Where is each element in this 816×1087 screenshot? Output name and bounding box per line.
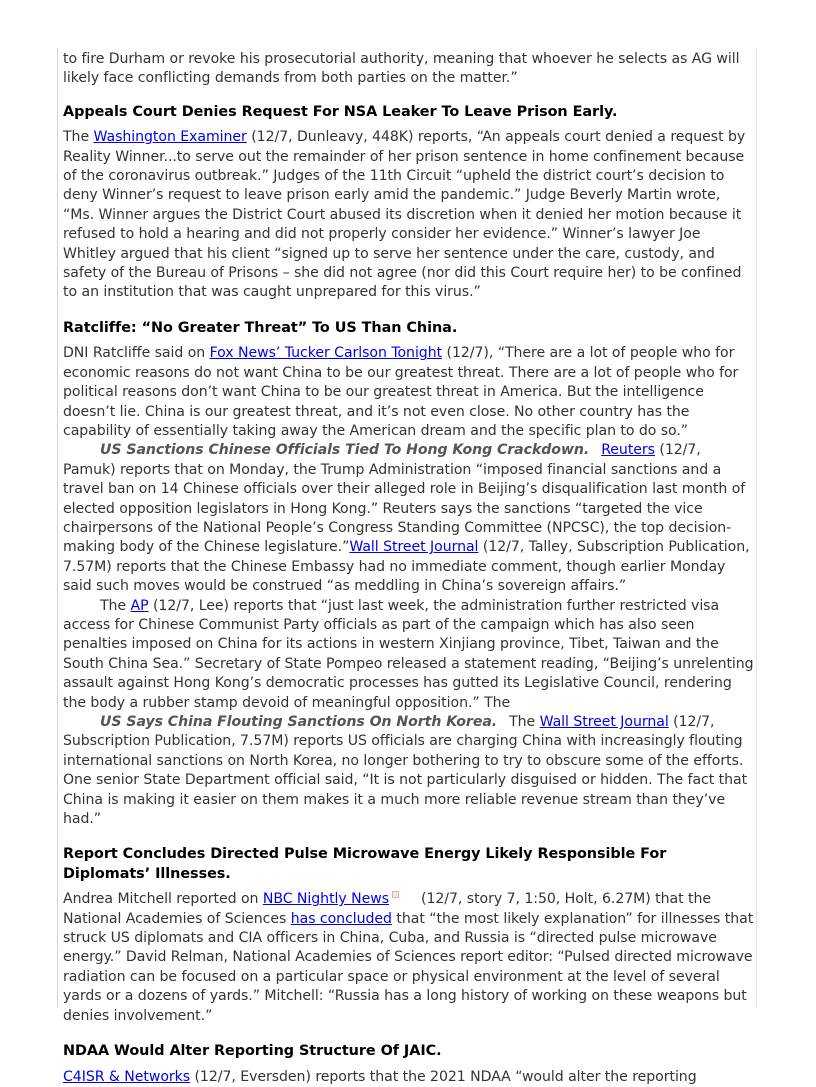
- link-ap[interactable]: AP: [130, 597, 149, 614]
- paragraph-text: (12/7, Eversden) reports that the 2021 NDAA “would alter the reporting: [190, 1068, 697, 1085]
- paragraph-text: (12/7, Lee) reports that “just last week, the administration further restricted visa access for Chinese Communist Party officials as part of the campaign which has also seen penalties imposed on China for its actions in western Xinjiang province, Tibet, Taiwan and the South China Sea.” Secretary of State Pompeo released a statement reading, “Beijing’s unrelenting assault against Hong Kong’s democratic processes has gutted its Legislative Council, rendering the body a rubber stamp devoid of meaningful opposition.” The: [63, 597, 754, 711]
- paragraph-text: (12/7, Subscription Publication, 7.57M) reports US officials are charging China with increasingly flouting international sanctions on North Korea, no longer bothering to try to obscure some of the efforts. One senior State Department official said, “It is not particularly disguised or hidden. The fact that China is making it easier on them makes it a much more reliable revenue stream than they’ve had.”: [63, 714, 748, 828]
- paragraph-text: (12/7, story 7, 1:50, Holt, 6.27M) that the National Academies of Sciences: [63, 891, 711, 927]
- article-paragraph: [63, 597, 755, 713]
- subheadline-hong-kong-sanctions: US Sanctions Chinese Officials Tied To Hong Kong Crackdown.: [100, 442, 590, 459]
- article-paragraph: [63, 890, 755, 1026]
- article-paragraph: [63, 344, 755, 441]
- paragraph-text: The: [509, 714, 540, 730]
- link-wall-street-journal[interactable]: Wall Street Journal: [539, 714, 669, 730]
- paragraph-text: DNI Ratcliffe said on: [63, 345, 210, 362]
- article-paragraph: [63, 1068, 755, 1087]
- link-washington-examiner[interactable]: Washington Examiner: [93, 129, 247, 146]
- news-document: [63, 50, 755, 1087]
- continuation-paragraph: to fire Durham or revoke his prosecutorial authority, meaning that whoever he selects as AG will likely face conflicting demands from both parties on the matter.”: [63, 51, 740, 87]
- headline-ratcliffe-china: Ratcliffe: “No Greater Threat” To US Than China.: [63, 319, 458, 336]
- link-has-concluded[interactable]: has concluded: [290, 910, 392, 927]
- headline-nsa-leaker: Appeals Court Denies Request For NSA Leaker To Leave Prison Early.: [63, 103, 618, 120]
- video-clip-icon[interactable]: [392, 891, 399, 898]
- headline-ndaa-jaic: NDAA Would Alter Reporting Structure Of JAIC.: [63, 1043, 442, 1060]
- paragraph-text: The: [63, 129, 94, 146]
- article-paragraph: [63, 441, 755, 596]
- paragraph-text: (12/7, Dunleavy, 448K) reports, “An appeals court denied a request by Reality Winner...to serve out the remainder of her prison sentence in home confinement because of the coronavirus outbreak.” Judges of the 11th Circuit “upheld the district court’s decision to deny Winner’s request to leave prison early amid the pandemic.” Judge Beverly Martin wrote, “Ms. Winner argues the District Court abused its discretion when it denied her motion because it refused to hold a hearing and did not properly consider her evidence.” Winner’s lawyer Joe Whitley argued that his client “signed up to serve her sentence under the care, custody, and safety of the Bureau of Prisons – she did not agree (nor did this Court require her) to be confined to an institution that was caught unprepared for this virus.”: [63, 129, 746, 301]
- paragraph-text: that “the most likely explanation” for illnesses that struck US diplomats and CIA officers in China, Cuba, and Russia is “directed pulse microwave energy.” David Relman, National Academies of Sciences report editor: “Pulsed directed microwave radiation can be focused on a particular space or physical environment at the level of several yards or a dozens of yards.” Mitchell: “Russia has a long history of working on these weapons but denies involvement.”: [63, 910, 754, 1024]
- link-c4isr-networks[interactable]: C4ISR & Networks: [63, 1068, 191, 1085]
- article-paragraph: [63, 713, 755, 829]
- paragraph-text: (12/7, Talley, Subscription Publication, 7.57M) reports that the Chinese Embassy had no immediate comment, though earlier Monday said such moves would be construed “as meddling in China’s sovereign affairs.”: [63, 539, 750, 595]
- link-fox-news-tucker-carlson[interactable]: Fox News’ Tucker Carlson Tonight: [209, 345, 443, 362]
- paragraph-text: Andrea Mitchell reported on: [63, 891, 263, 908]
- link-nbc-nightly-news[interactable]: NBC Nightly News: [262, 891, 390, 908]
- paragraph-text: The: [100, 597, 131, 614]
- subheadline-north-korea-sanctions: US Says China Flouting Sanctions On North Korea.: [100, 714, 498, 730]
- paragraph-text: (12/7, Pamuk) reports that on Monday, the Trump Administration “imposed financial sanctions and a travel ban on 14 Chinese officials over their alleged role in Beijing’s disqualification last month of elected opposition legislators in Hong Kong.” Reuters says the sanctions “targeted the vice chairpersons of the National People’s Congress Standing Committee (NPCSC), the top decision-making body of the Chinese legislature.”: [63, 442, 746, 556]
- link-wall-street-journal[interactable]: Wall Street Journal: [349, 539, 479, 556]
- paragraph-text: (12/7), “There are a lot of people who for economic reasons do not want China to be our greatest threat. There are a lot of people who for political reasons don’t want China to be our greatest threat in America. But the intelligence doesn’t lie. China is our greatest threat, and it’s not even close. No other country has the capability of essentially taking away the American dream and the specific plan to do so.”: [63, 345, 739, 439]
- headline-microwave-energy: Report Concludes Directed Pulse Microwave Energy Likely Responsible For Diplomats’ Illnesses.: [63, 846, 667, 882]
- article-paragraph: [63, 128, 755, 303]
- link-reuters[interactable]: Reuters: [601, 442, 655, 459]
